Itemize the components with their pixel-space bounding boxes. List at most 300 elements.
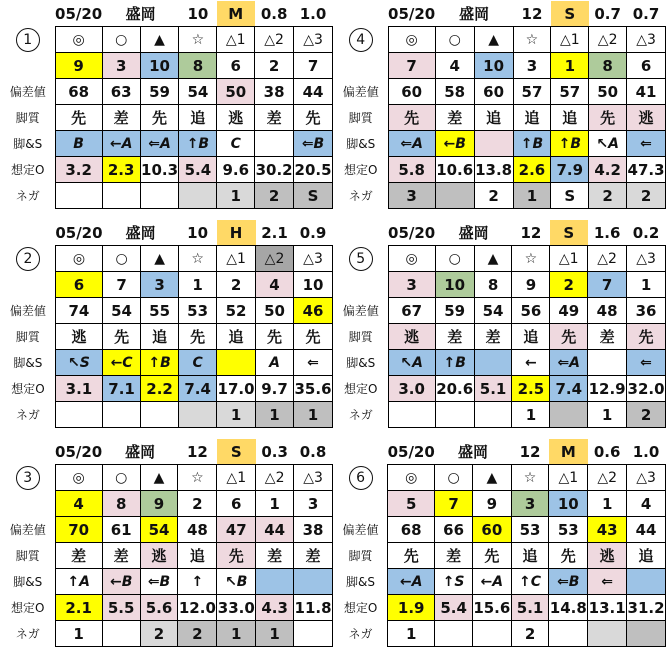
mark-cell: △1 [217, 465, 256, 491]
kyaku-s-cell: ⇐ [627, 350, 666, 376]
soutei-odds-cell: 5.8 [388, 157, 435, 183]
horse-number-cell: 2 [255, 53, 294, 79]
soutei-odds-cell: 3.0 [388, 376, 435, 402]
kyaku-s-cell: ↖S [55, 350, 102, 376]
mark-cell: ◎ [388, 465, 435, 491]
kyaku-s-cell: ⇐B [294, 131, 333, 157]
marks-row [1, 465, 333, 491]
header-date: 05/20 [387, 442, 435, 461]
header-race-number: 12 [519, 442, 541, 461]
kyakushitsu-cell: 追 [513, 105, 551, 131]
kyakushitsu-cell: 追 [141, 324, 179, 350]
nega-cell: 2 [589, 183, 627, 209]
header-race-number: 12 [521, 4, 543, 23]
hensachi-row [1, 79, 333, 105]
row-label-kyaku-s: 脚&S [346, 137, 376, 151]
mark-cell: △1 [551, 27, 589, 53]
row-label-kyakushitsu: 脚質 [15, 549, 40, 563]
nega-row [1, 621, 333, 647]
mark-cell: ○ [435, 465, 473, 491]
mark-cell: △1 [217, 27, 255, 53]
kyakushitsu-cell: 追 [474, 105, 513, 131]
mark-cell: ▲ [474, 27, 513, 53]
soutei-odds-cell: 15.6 [472, 595, 511, 621]
horse-number-cell: 9 [55, 53, 102, 79]
row-label-hensachi: 偏差値 [9, 523, 46, 537]
row-label-kyakushitsu: 脚質 [348, 330, 373, 344]
hensachi-row [334, 79, 666, 105]
kyakushitsu-cell: 先 [549, 543, 588, 569]
hensachi-cell: 49 [550, 298, 588, 324]
kyaku-s-cell: ↑B [513, 131, 551, 157]
pace-badge: S [217, 439, 256, 465]
kyakushitsu-row [1, 543, 333, 569]
soutei-odds-cell: 35.6 [294, 376, 333, 402]
hensachi-row [1, 517, 333, 543]
kyaku_s-row [1, 569, 333, 595]
kyakushitsu-cell: 逃 [55, 324, 102, 350]
kyakushitsu-cell: 逃 [388, 324, 435, 350]
header-date: 05/20 [55, 223, 103, 242]
mark-cell: △1 [550, 246, 588, 272]
kyakushitsu-cell: 差 [102, 105, 140, 131]
horse-number-cell: 10 [474, 53, 513, 79]
nega-cell: 2 [511, 621, 549, 647]
soutei-odds-cell: 33.0 [217, 595, 256, 621]
mark-cell: △3 [627, 465, 666, 491]
kyaku-s-cell: ↑B [435, 350, 474, 376]
soutei-odds-cell: 2.2 [141, 376, 179, 402]
hensachi-cell: 68 [55, 79, 102, 105]
header-value-2: 1.0 [632, 442, 660, 461]
horse-number-cell: 8 [589, 53, 627, 79]
mark-cell: ◎ [388, 27, 435, 53]
kyakushitsu-cell: 差 [435, 543, 473, 569]
horse-number-cell: 6 [55, 272, 102, 298]
horse-number-cell: 10 [549, 491, 588, 517]
hensachi-cell: 50 [217, 79, 255, 105]
soutei-odds-cell: 47.3 [627, 157, 666, 183]
row-label-kyakushitsu: 脚質 [15, 330, 40, 344]
kyaku-s-cell [294, 569, 333, 595]
horse-number-cell: 1 [551, 53, 589, 79]
kyaku-s-cell: ↑B [179, 131, 217, 157]
kyaku-s-cell: ↖A [388, 350, 435, 376]
hensachi-cell: 53 [549, 517, 588, 543]
kyakushitsu-cell: 逃 [627, 105, 666, 131]
kyaku-s-cell: ↑B [551, 131, 589, 157]
hensachi-cell: 66 [435, 517, 473, 543]
horse-number-cell: 4 [256, 272, 294, 298]
mark-cell: △1 [549, 465, 588, 491]
row-label-nega: ネガ [348, 627, 373, 641]
nega-cell [294, 621, 333, 647]
nega-cell: 2 [627, 402, 666, 428]
kyaku-s-cell: ↑C [511, 569, 549, 595]
kyakushitsu-cell: 追 [217, 324, 256, 350]
row-label-kyaku-s: 脚&S [13, 356, 43, 370]
hensachi-cell: 41 [627, 79, 666, 105]
kyaku-s-cell: ←A [472, 569, 511, 595]
nega-cell: S [551, 183, 589, 209]
soutei-odds-cell: 2.5 [512, 376, 550, 402]
mark-cell: ◎ [55, 465, 102, 491]
header-value-2: 0.7 [632, 4, 660, 23]
kyakushitsu-cell: 追 [512, 324, 550, 350]
mark-cell: ○ [102, 27, 140, 53]
nega-cell: 2 [140, 621, 178, 647]
mark-cell: ☆ [179, 246, 217, 272]
soutei-odds-cell: 7.1 [103, 376, 141, 402]
race-table-2 [1, 220, 333, 428]
kyaku_s-row [334, 569, 666, 595]
race-table-1 [1, 1, 333, 209]
marks-row [334, 465, 666, 491]
horse-number-cell: 3 [511, 491, 549, 517]
hensachi-cell: 68 [388, 517, 435, 543]
horse-number-cell: 9 [140, 491, 178, 517]
soutei-odds-cell: 9.7 [256, 376, 294, 402]
mark-cell: ○ [103, 246, 141, 272]
hensachi-row [1, 298, 333, 324]
kyaku-s-cell: ←A [388, 569, 435, 595]
kyaku-s-cell [217, 350, 256, 376]
kyakushitsu-cell: 差 [588, 324, 627, 350]
soutei-odds-cell: 7.9 [551, 157, 589, 183]
kyaku-s-cell: ↖B [217, 569, 256, 595]
kyakushitsu-cell: 先 [140, 105, 179, 131]
horse-number-cell: 4 [55, 491, 102, 517]
kyaku_s-row [1, 350, 333, 376]
nega-cell: 2 [255, 183, 294, 209]
race-table-5 [334, 220, 666, 428]
table-number-badge: 6 [349, 466, 373, 490]
horse-number-cell: 4 [435, 53, 474, 79]
nega-cell: 1 [55, 621, 102, 647]
row-label-soutei-o: 想定O [11, 382, 45, 396]
soutei-odds-cell: 12.0 [178, 595, 217, 621]
soutei-odds-cell: 3.2 [55, 157, 102, 183]
kyaku-s-cell: ←B [435, 131, 474, 157]
header-value-2: 0.8 [299, 442, 327, 461]
race-table-3 [1, 439, 333, 647]
hensachi-cell: 59 [435, 298, 474, 324]
soutei-odds-cell: 5.1 [474, 376, 512, 402]
mark-cell: △3 [294, 465, 333, 491]
pace-badge: S [550, 220, 588, 246]
hensachi-cell: 38 [294, 517, 333, 543]
header-value-1: 1.6 [593, 223, 621, 242]
hensachi-cell: 46 [294, 298, 333, 324]
soutei-odds-cell: 2.6 [513, 157, 551, 183]
nega-cell [141, 402, 179, 428]
kyaku_s-row [1, 131, 333, 157]
nega-cell [435, 621, 473, 647]
row-label-empty [1, 53, 55, 79]
kyaku-s-cell [588, 350, 627, 376]
soutei-odds-cell: 13.8 [474, 157, 513, 183]
mark-cell: ◎ [55, 27, 102, 53]
header-venue: 盛岡 [125, 443, 156, 461]
kyaku-s-cell: ←B [102, 569, 140, 595]
horse-number-cell: 2 [178, 491, 217, 517]
nega-cell [549, 621, 588, 647]
kyakushitsu-row [334, 543, 666, 569]
kyakushitsu-row [1, 105, 333, 131]
kyakushitsu-cell: 差 [294, 543, 333, 569]
soutei_o-row [1, 595, 333, 621]
header-race-number: 10 [187, 223, 209, 242]
table-number-badge: 1 [16, 28, 40, 52]
kyaku-s-cell [474, 350, 512, 376]
kyakushitsu-cell: 追 [551, 105, 589, 131]
kyakushitsu-cell: 逃 [140, 543, 178, 569]
kyakushitsu-cell: 先 [294, 105, 333, 131]
kyaku-s-cell: B [55, 131, 102, 157]
horse-number-cell: 1 [179, 272, 217, 298]
soutei-odds-cell: 13.1 [588, 595, 627, 621]
pace-badge: S [551, 1, 589, 27]
kyaku_s-row [334, 131, 666, 157]
soutei-odds-cell: 5.5 [102, 595, 140, 621]
hensachi-cell: 57 [513, 79, 551, 105]
nega-cell [627, 621, 666, 647]
nega-cell: 2 [474, 183, 513, 209]
kyakushitsu-row [1, 324, 333, 350]
horse-number-cell: 10 [140, 53, 179, 79]
mark-cell: △3 [294, 27, 333, 53]
header-venue: 盛岡 [459, 5, 490, 23]
nega-cell: 1 [388, 621, 435, 647]
row-label-kyaku-s: 脚&S [13, 575, 43, 589]
horse-number-cell: 7 [435, 491, 473, 517]
horse-number-cell: 2 [217, 272, 256, 298]
kyakushitsu-cell: 先 [217, 543, 256, 569]
hensachi-row [334, 298, 666, 324]
hensachi-cell: 44 [256, 517, 294, 543]
mark-cell: ☆ [179, 27, 217, 53]
kyakushitsu-row [334, 105, 666, 131]
kyaku-s-cell: ⇐ [588, 569, 627, 595]
kyakushitsu-cell: 差 [435, 324, 474, 350]
nega-cell [55, 402, 102, 428]
table-header-row [334, 439, 666, 465]
header-value-1: 2.1 [261, 223, 288, 242]
table-number-label [1, 465, 55, 491]
table-number-badge: 2 [16, 247, 40, 271]
marks-row [334, 246, 666, 272]
hensachi-cell: 63 [102, 79, 140, 105]
soutei_o-row [334, 157, 666, 183]
numbers-row [334, 491, 666, 517]
hensachi-cell: 61 [102, 517, 140, 543]
hensachi-cell: 48 [588, 298, 627, 324]
soutei-odds-cell: 11.8 [294, 595, 333, 621]
hensachi-cell: 54 [103, 298, 141, 324]
soutei-odds-cell: 5.6 [140, 595, 178, 621]
row-label-nega: ネガ [348, 408, 373, 422]
hensachi-cell: 38 [255, 79, 294, 105]
hensachi-cell: 50 [589, 79, 627, 105]
nega-row [334, 183, 666, 209]
hensachi-cell: 70 [55, 517, 102, 543]
kyaku-s-cell: A [256, 350, 294, 376]
mark-cell: ◎ [55, 246, 102, 272]
hensachi-cell: 74 [55, 298, 102, 324]
row-label-empty [334, 272, 388, 298]
nega-cell: 1 [513, 183, 551, 209]
nega-cell [435, 183, 474, 209]
mark-cell: ▲ [474, 246, 512, 272]
numbers-row [1, 53, 333, 79]
nega-cell [140, 183, 179, 209]
soutei-odds-cell: 7.4 [550, 376, 588, 402]
mark-cell: ○ [435, 27, 474, 53]
soutei-odds-cell: 2.3 [102, 157, 140, 183]
hensachi-cell: 54 [140, 517, 178, 543]
horse-number-cell: 2 [550, 272, 588, 298]
nega-cell: 1 [512, 402, 550, 428]
row-label-soutei-o: 想定O [11, 601, 45, 615]
kyakushitsu-cell: 先 [550, 324, 588, 350]
nega-cell: 3 [388, 183, 435, 209]
kyaku-s-cell: ←A [102, 131, 140, 157]
horse-number-cell: 1 [627, 272, 666, 298]
table-number-label [334, 246, 388, 272]
nega-cell: 1 [588, 402, 627, 428]
horse-number-cell: 7 [588, 272, 627, 298]
mark-cell: ○ [435, 246, 474, 272]
kyakushitsu-cell: 先 [472, 543, 511, 569]
horse-number-cell: 1 [588, 491, 627, 517]
kyaku-s-cell: ⇐B [140, 569, 178, 595]
row-label-hensachi: 偏差値 [342, 304, 379, 318]
nega-cell: S [294, 183, 333, 209]
kyakushitsu-cell: 先 [627, 324, 666, 350]
kyaku-s-cell: ←C [103, 350, 141, 376]
nega-cell: 2 [627, 183, 666, 209]
header-venue: 盛岡 [458, 224, 489, 242]
nega-cell [588, 621, 627, 647]
soutei-odds-cell: 9.6 [217, 157, 255, 183]
header-date: 05/20 [55, 4, 103, 23]
soutei-odds-cell: 5.1 [511, 595, 549, 621]
hensachi-cell: 44 [627, 517, 666, 543]
hensachi-cell: 53 [511, 517, 549, 543]
mark-cell: △2 [256, 465, 294, 491]
kyakushitsu-cell: 追 [627, 543, 666, 569]
numbers-row [334, 53, 666, 79]
hensachi-cell: 43 [588, 517, 627, 543]
soutei_o-row [334, 376, 666, 402]
row-label-nega: ネガ [15, 189, 40, 203]
header-date: 05/20 [388, 4, 436, 23]
mark-cell: △3 [294, 246, 333, 272]
kyakushitsu-cell: 差 [435, 105, 474, 131]
horse-number-cell: 3 [513, 53, 551, 79]
kyakushitsu-cell: 差 [474, 324, 512, 350]
nega-cell: 2 [178, 621, 217, 647]
nega-cell [102, 621, 140, 647]
kyaku-s-cell: C [217, 131, 255, 157]
nega-row [1, 402, 333, 428]
table-number-label [334, 27, 388, 53]
soutei-odds-cell: 4.2 [589, 157, 627, 183]
horse-number-cell: 3 [141, 272, 179, 298]
kyaku-s-cell: ← [512, 350, 550, 376]
row-label-empty [334, 491, 388, 517]
soutei-odds-cell: 5.4 [435, 595, 473, 621]
horse-number-cell: 9 [472, 491, 511, 517]
marks-row [1, 246, 333, 272]
hensachi-cell: 36 [627, 298, 666, 324]
mark-cell: △2 [255, 27, 294, 53]
kyaku-s-cell: ↑S [435, 569, 473, 595]
horse-number-cell: 1 [256, 491, 294, 517]
hensachi-cell: 60 [474, 79, 513, 105]
mark-cell: ◎ [388, 246, 435, 272]
header-venue: 盛岡 [458, 443, 489, 461]
kyakushitsu-cell: 先 [388, 105, 435, 131]
hensachi-cell: 44 [294, 79, 333, 105]
header-venue: 盛岡 [125, 5, 156, 23]
hensachi-cell: 67 [388, 298, 435, 324]
kyakushitsu-cell: 先 [388, 543, 435, 569]
kyaku-s-cell [256, 569, 294, 595]
hensachi-cell: 56 [512, 298, 550, 324]
horse-number-cell: 6 [217, 491, 256, 517]
header-date: 05/20 [55, 442, 103, 461]
mark-cell: △2 [256, 246, 294, 272]
hensachi-cell: 47 [217, 517, 256, 543]
row-label-soutei-o: 想定O [343, 601, 378, 615]
nega-cell [179, 183, 217, 209]
row-label-kyaku-s: 脚&S [346, 575, 376, 589]
hensachi-cell: 53 [179, 298, 217, 324]
row-label-nega: ネガ [348, 189, 373, 203]
kyaku-s-cell: C [179, 350, 217, 376]
soutei_o-row [334, 595, 666, 621]
soutei-odds-cell: 17.0 [217, 376, 256, 402]
soutei-odds-cell: 10.6 [435, 157, 474, 183]
numbers-row [1, 272, 333, 298]
header-value-1: 0.7 [594, 4, 621, 23]
horse-number-cell: 3 [294, 491, 333, 517]
table-header-row [1, 439, 333, 465]
header-race-number: 12 [520, 223, 542, 242]
pace-badge: H [217, 220, 256, 246]
header-race-number: 12 [186, 442, 208, 461]
soutei-odds-cell: 2.1 [55, 595, 102, 621]
marks-row [334, 27, 666, 53]
nega-cell [103, 402, 141, 428]
mark-cell: ☆ [511, 465, 549, 491]
mark-cell: ☆ [178, 465, 217, 491]
row-label-kyakushitsu: 脚質 [15, 111, 40, 125]
soutei-odds-cell: 30.2 [255, 157, 294, 183]
kyakushitsu-cell: 逃 [217, 105, 255, 131]
kyakushitsu-cell: 追 [179, 105, 217, 131]
race-table-6 [334, 439, 666, 647]
numbers-row [334, 272, 666, 298]
mark-cell: ○ [102, 465, 140, 491]
mark-cell: ☆ [512, 246, 550, 272]
row-label-nega: ネガ [15, 627, 40, 641]
hensachi-cell: 60 [472, 517, 511, 543]
header-spacer [334, 1, 388, 27]
row-label-soutei-o: 想定O [344, 382, 378, 396]
table-number-badge: 5 [349, 247, 373, 271]
